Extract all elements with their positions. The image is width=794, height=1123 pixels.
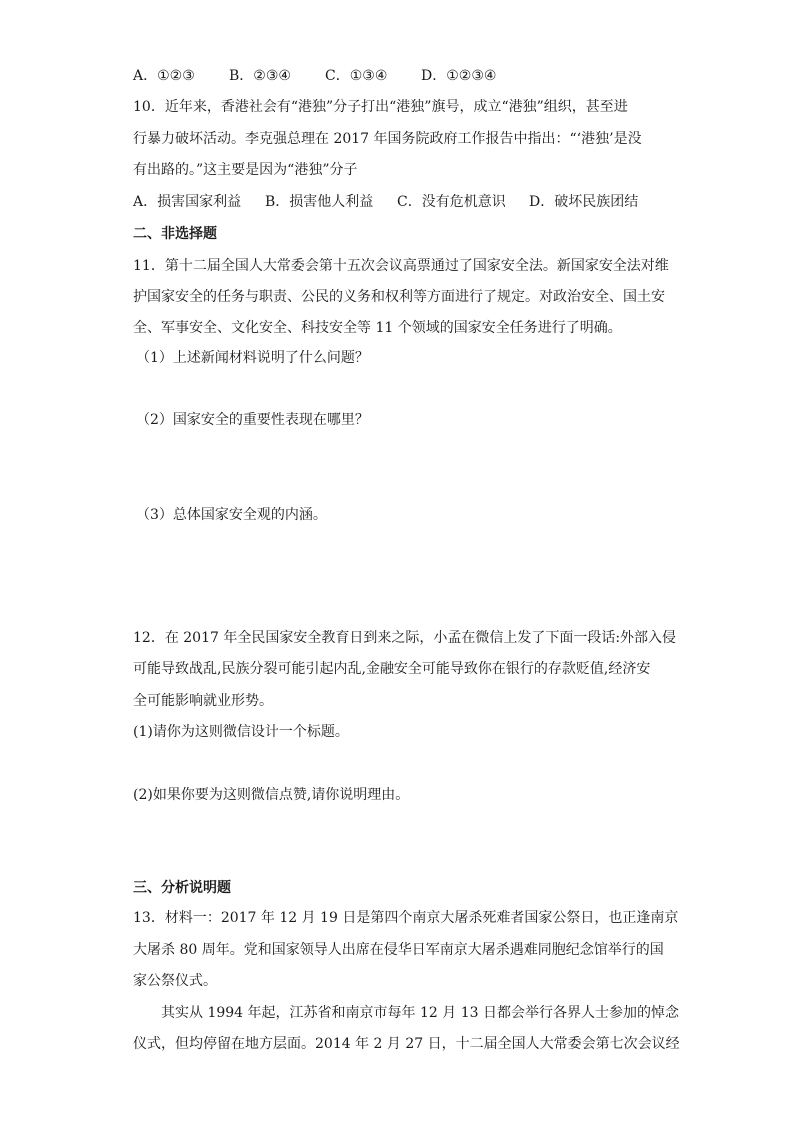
q10-option-c: C．没有危机意识 — [397, 194, 506, 210]
q11-line-3: 全、军事安全、文化安全、科技安全等 11 个领域的国家安全任务进行了明确。 — [133, 320, 622, 336]
q10-line-3: 有出路的。”这主要是因为“港独”分子 — [133, 162, 358, 178]
q10-options — [133, 192, 638, 212]
q11-sub-2: （2）国家安全的重要性表现在哪里？ — [136, 412, 369, 428]
q10-line-2: 行暴力破坏活动。李克强总理在 2017 年国务院政府工作报告中指出：“‘港独’是没 — [133, 131, 642, 147]
q13-line-2: 大屠杀 80 周年。党和国家领导人出席在侵华日军南京大屠杀遇难同胞纪念馆举行的国 — [133, 942, 664, 958]
q12-line-1: 12．在 2017 年全民国家安全教育日到来之际，小孟在微信上发了下面一段话:外部入侵 — [133, 630, 677, 646]
q12-line-2: 可能导致战乱,民族分裂可能引起内乱,金融安全可能导致你在银行的存款贬值,经济安 — [133, 661, 651, 677]
q10-option-a: A．损害国家利益 — [133, 194, 242, 210]
q11-line-2: 护国家安全的任务与职责、公民的义务和权利等方面进行了规定。对政治安全、国土安 — [133, 289, 665, 305]
q12-line-3: 全可能影响就业形势。 — [133, 693, 273, 709]
q13-line-3: 家公祭仪式。 — [133, 973, 217, 989]
q12-sub-2: (2)如果你要为这则微信点赞,请你说明理由。 — [133, 787, 410, 803]
q11-sub-1: （1）上述新闻材料说明了什么问题？ — [136, 350, 369, 366]
q11-sub-3: （3）总体国家安全观的内涵。 — [136, 507, 327, 523]
q12-sub-1: (1)请你为这则微信设计一个标题。 — [133, 724, 349, 740]
q9-options — [133, 66, 496, 86]
q10-option-d: D．破坏民族团结 — [529, 194, 639, 210]
q13-para2-line-1: 其实从 1994 年起，江苏省和南京市每年 12 月 13 日都会举行各界人士参加的悼念 — [161, 1005, 679, 1021]
section-3-title: 三、分析说明题 — [133, 880, 231, 896]
q9-option-a: A．①②③ — [133, 68, 195, 84]
q9-option-b: B．②③④ — [229, 68, 291, 84]
q13-para2-line-2: 仪式，但均停留在地方层面。2014 年 2 月 27 日，十二届全国人大常委会第七次会议经 — [133, 1036, 680, 1052]
q11-line-1: 11．第十二届全国人大常委会第十五次会议高票通过了国家安全法。新国家安全法对维 — [133, 258, 669, 274]
q10-option-b: B．损害他人利益 — [265, 194, 374, 210]
q9-option-d: D．①②③④ — [421, 68, 497, 84]
q13-line-1: 13．材料一：2017 年 12 月 19 日是第四个南京大屠杀死难者国家公祭日，也正逢南京 — [133, 910, 679, 926]
q10-line-1: 10．近年来，香港社会有“港独”分子打出“港独”旗号，成立“港独”组织，甚至进 — [133, 99, 628, 115]
q9-option-c: C．①③④ — [325, 68, 388, 84]
section-2-title: 二、非选择题 — [133, 226, 217, 242]
